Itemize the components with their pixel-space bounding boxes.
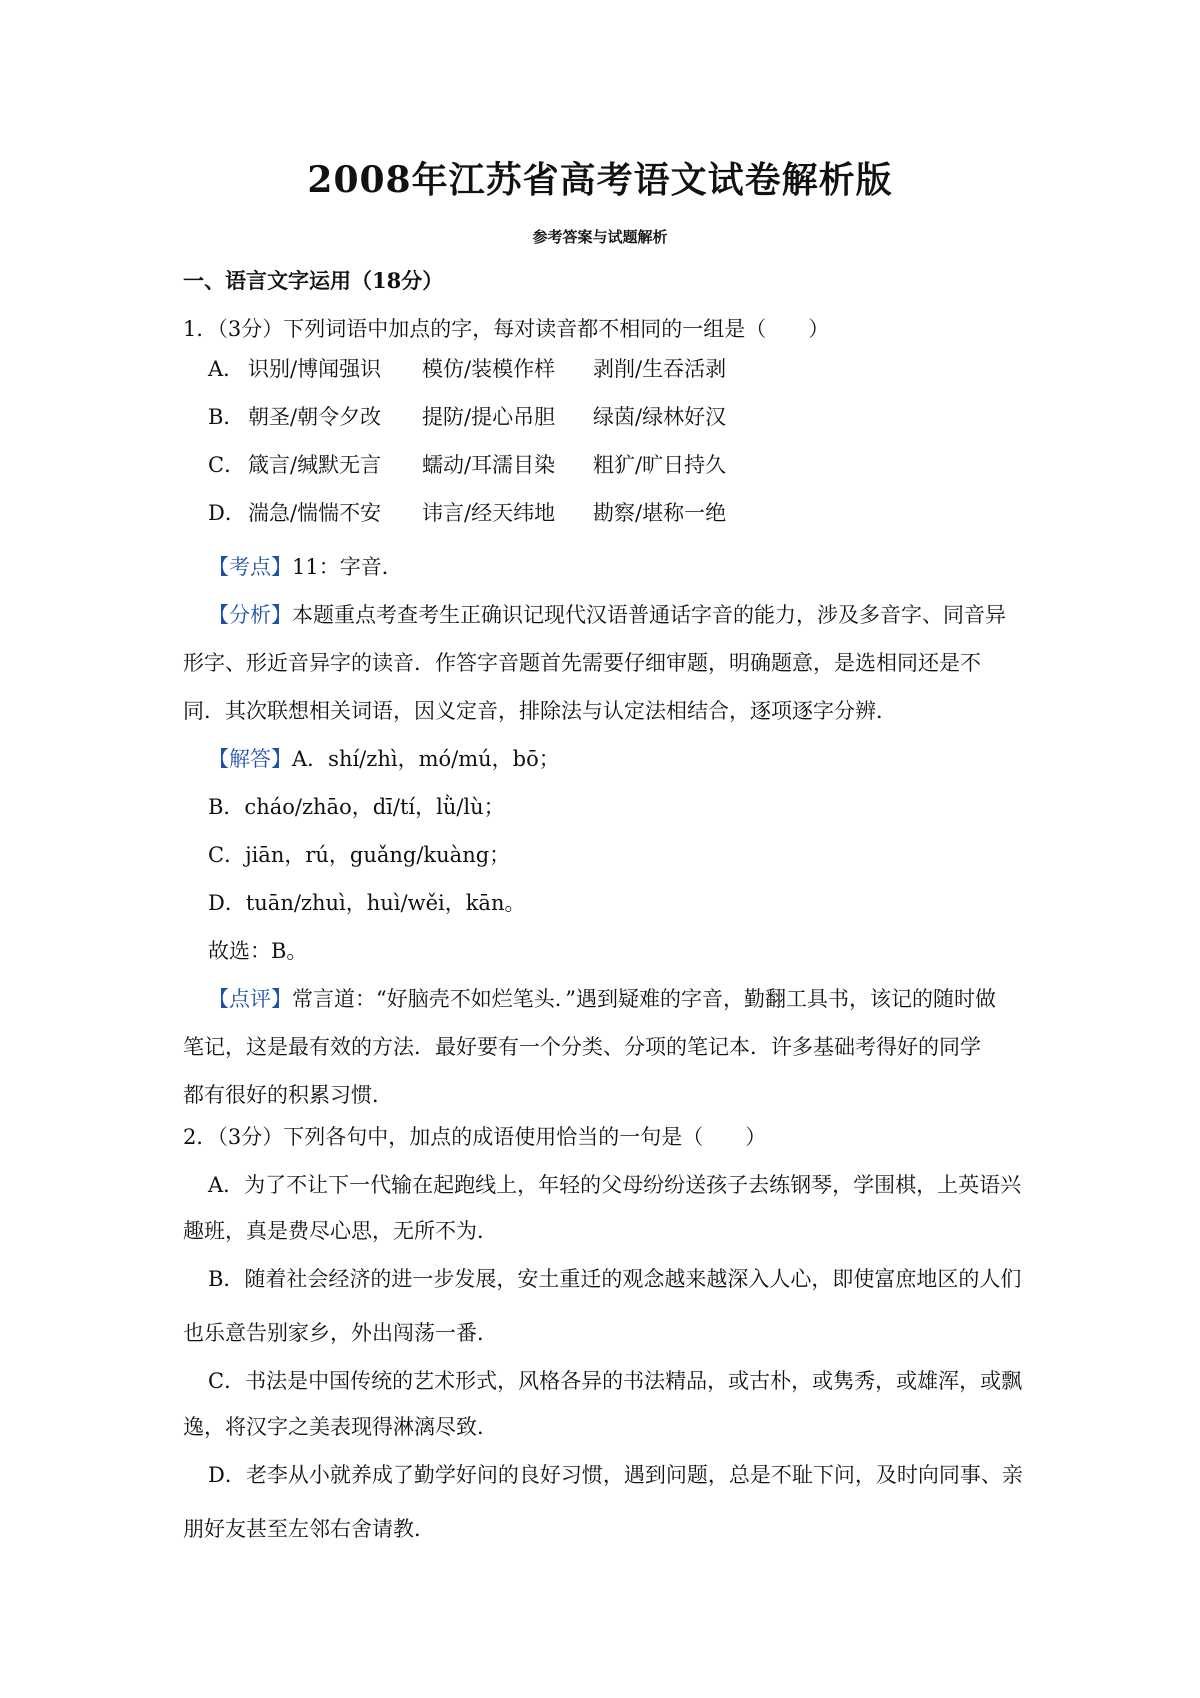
dianping-line-3: 都有很好的积累习惯． [183, 1083, 393, 1107]
fenxi-line-3: 同．其次联想相关词语，因义定音，排除法与认定法相结合，逐项逐字分辨． [183, 699, 897, 723]
dianping-line-1 [208, 984, 996, 1014]
jieda-line-a [208, 744, 560, 774]
option-label: A． [208, 357, 245, 381]
fenxi-text: 本题重点考查考生正确识记现代汉语普通话字音的能力，涉及多音字、同音异 [292, 603, 1006, 627]
option-word-group: 蠕动/耳濡目染 [422, 453, 556, 477]
jieda-line-d: D．tuān/zhuì，huì/wěi，kān。 [208, 891, 526, 915]
option-word-group: 剥削/生吞活剥 [593, 357, 727, 381]
dianping-line-2: 笔记，这是最有效的方法．最好要有一个分类、分项的笔记本．许多基础考得好的同学 [183, 1035, 981, 1059]
option-label: C． [208, 453, 246, 477]
fenxi-tag: 【分析】 [208, 603, 292, 627]
question-2-option-c-line-2: 逸，将汉字之美表现得淋漓尽致． [183, 1415, 498, 1439]
kaodian-line [208, 552, 403, 582]
kaodian-tag: 【考点】 [208, 555, 292, 579]
question-1-option-d [208, 498, 948, 528]
option-label: D． [208, 501, 246, 525]
section-heading: 一、语言文字运用（18分） [183, 268, 444, 293]
document-subtitle: 参考答案与试题解析 [532, 228, 668, 246]
question-2-stem: 2．（3分）下列各句中，加点的成语使用恰当的一句是（ ） [183, 1125, 767, 1149]
option-word-group: 箴言/缄默无言 [248, 453, 382, 477]
option-word-group: 绿茵/绿林好汉 [593, 405, 727, 429]
question-2-option-d-line-1: D．老李从小就养成了勤学好问的良好习惯，遇到问题，总是不耻下问，及时向同事、亲 [208, 1463, 1023, 1487]
dianping-tag: 【点评】 [208, 987, 292, 1011]
question-1-stem: 1．（3分）下列词语中加点的字，每对读音都不相同的一组是（ ） [183, 317, 830, 341]
question-2-option-a-line-1: A．为了不让下一代输在起跑线上，年轻的父母纷纷送孩子去练钢琴，学围棋，上英语兴 [208, 1173, 1022, 1197]
dianping-text: 常言道：“好脑壳不如烂笔头．”遇到疑难的字音，勤翻工具书，该记的随时做 [292, 987, 996, 1011]
jieda-text: A．shí/zhì，mó/mú，bō； [292, 747, 560, 771]
option-word-group: 勘察/堪称一绝 [593, 501, 727, 525]
option-word-group: 讳言/经天纬地 [422, 501, 556, 525]
question-1-option-c [208, 450, 948, 480]
question-1-option-b [208, 402, 948, 432]
question-1-option-a [208, 354, 948, 384]
fenxi-line-1 [208, 600, 1006, 630]
option-word-group: 提防/提心吊胆 [422, 405, 556, 429]
question-2-option-c-line-1: C．书法是中国传统的艺术形式，风格各异的书法精品，或古朴，或隽秀，或雄浑，或飘 [208, 1369, 1023, 1393]
fenxi-line-2: 形字、形近音异字的读音．作答字音题首先需要仔细审题，明确题意，是选相同还是不 [183, 651, 981, 675]
question-2-option-b-line-1: B．随着社会经济的进一步发展，安土重迁的观念越来越深入人心，即使富庶地区的人们 [208, 1267, 1022, 1291]
option-label: B． [208, 405, 245, 429]
answer-line: 故选：B。 [208, 939, 308, 963]
option-word-group: 朝圣/朝令夕改 [248, 405, 382, 429]
jieda-tag: 【解答】 [208, 747, 292, 771]
option-word-group: 湍急/惴惴不安 [248, 501, 382, 525]
question-2-option-d-line-2: 朋好友甚至左邻右舍请教． [183, 1517, 435, 1541]
document-title: 2008年江苏省高考语文试卷解析版 [307, 159, 893, 201]
question-2-option-b-line-2: 也乐意告别家乡，外出闯荡一番． [183, 1321, 498, 1345]
kaodian-text: 11：字音． [292, 555, 403, 579]
option-word-group: 粗犷/旷日持久 [593, 453, 727, 477]
option-word-group: 识别/博闻强识 [248, 357, 382, 381]
jieda-line-c: C．jiān，rú，guǎng/kuàng； [208, 843, 511, 867]
option-word-group: 模仿/装模作样 [422, 357, 556, 381]
jieda-line-b: B．cháo/zhāo，dī/tí，lǜ/lù； [208, 795, 505, 819]
question-2-option-a-line-2: 趣班，真是费尽心思，无所不为． [183, 1219, 498, 1243]
